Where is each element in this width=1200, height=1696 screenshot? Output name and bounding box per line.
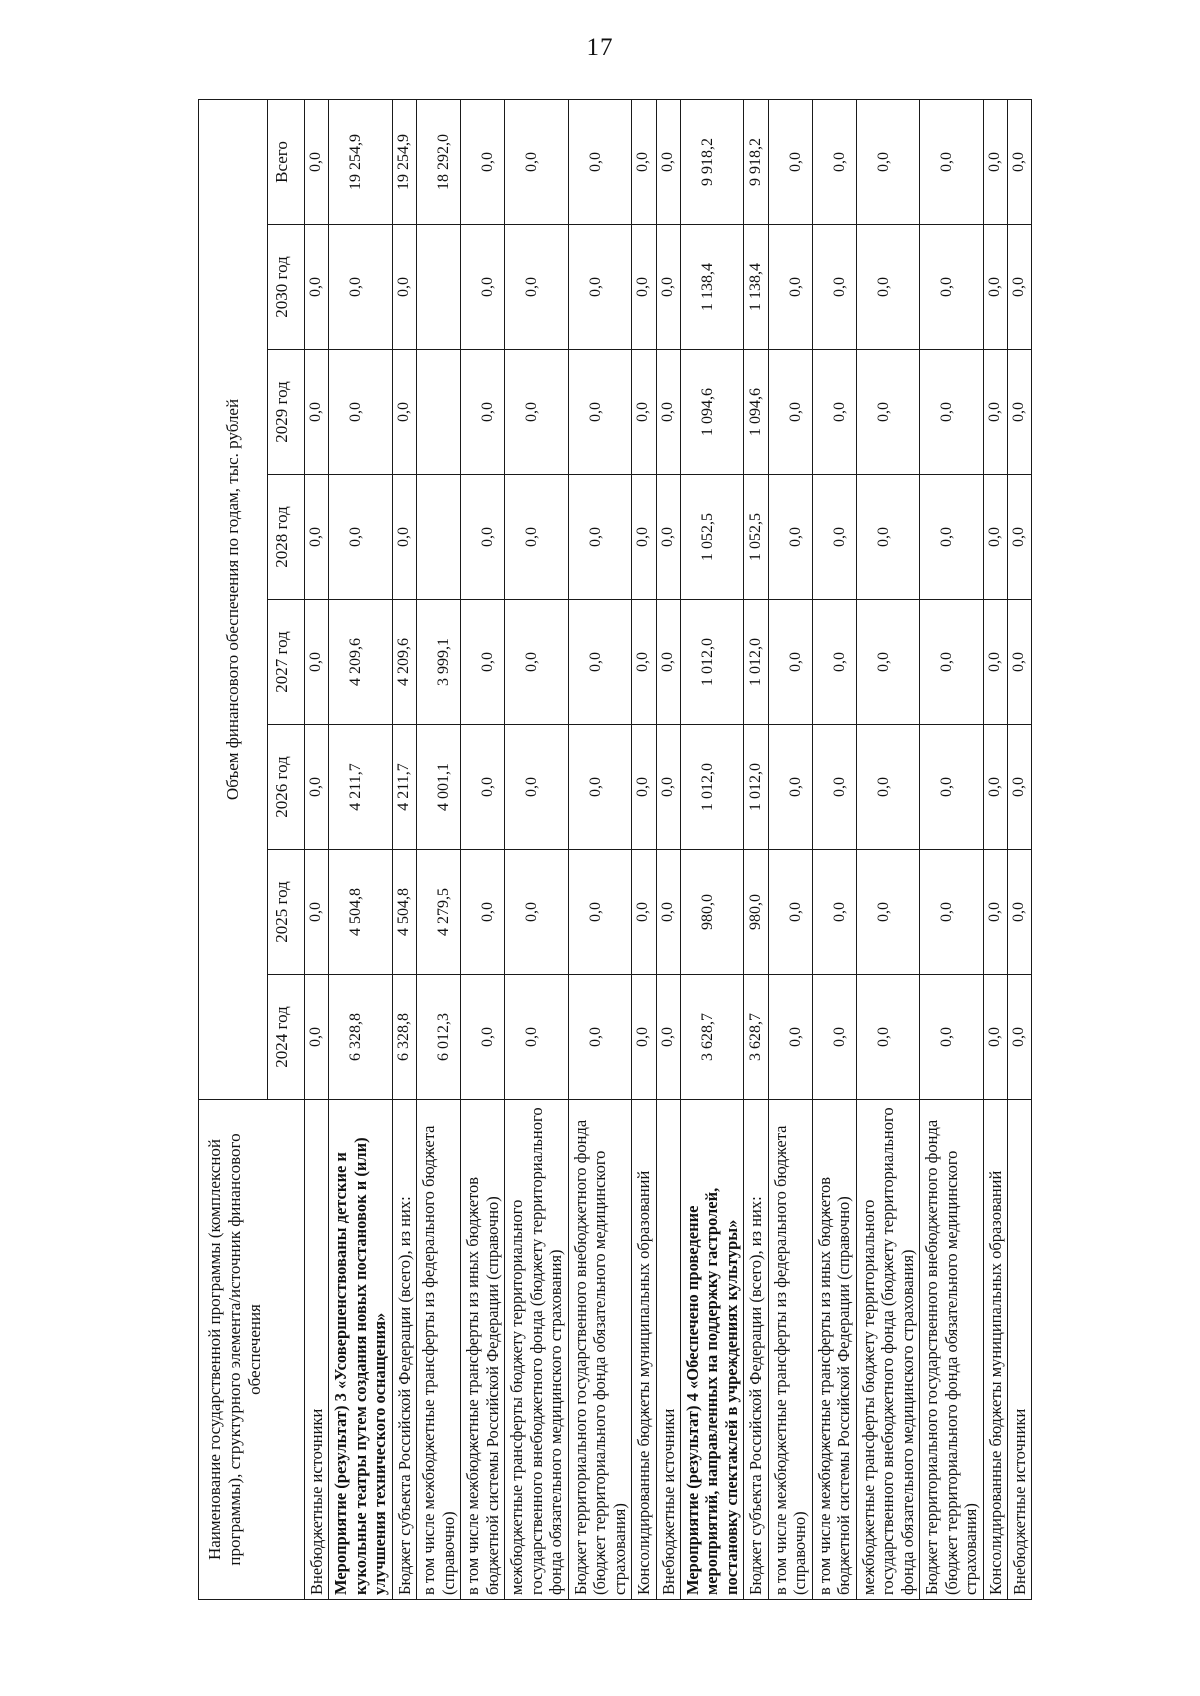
year-value-cell: 1 138,4 xyxy=(680,225,743,350)
total-value-cell: 9 918,2 xyxy=(680,99,743,224)
table-row xyxy=(329,99,392,1599)
year-value-cell: 4 209,6 xyxy=(392,600,416,725)
funding-source-cell: межбюджетные трансферты бюджету территориального государственного внебюджетного фонда (бюджету территориального фонда обязательного медицинского страхования) xyxy=(505,1100,568,1600)
total-value-cell: 19 254,9 xyxy=(329,99,392,224)
page-number: 17 xyxy=(586,34,614,61)
year-value-cell: 980,0 xyxy=(744,850,768,975)
year-value-cell: 4 209,6 xyxy=(329,600,392,725)
year-value-cell: 0,0 xyxy=(1008,975,1032,1100)
year-value-cell: 0,0 xyxy=(305,225,329,350)
table-row xyxy=(768,99,812,1599)
year-value-cell: 0,0 xyxy=(505,225,568,350)
header-year-2030: 2030 год xyxy=(268,225,305,350)
header-year-2024: 2024 год xyxy=(268,975,305,1100)
year-value-cell: 0,0 xyxy=(568,725,631,850)
table-body xyxy=(305,99,1032,1599)
year-value-cell: 0,0 xyxy=(812,850,856,975)
year-value-cell xyxy=(417,350,461,475)
year-value-cell: 0,0 xyxy=(656,225,680,350)
funding-source-cell: Бюджет субъекта Российской Федерации (всего), из них: xyxy=(744,1100,768,1600)
year-value-cell: 0,0 xyxy=(329,475,392,600)
total-value-cell: 0,0 xyxy=(656,99,680,224)
total-value-cell: 18 292,0 xyxy=(417,99,461,224)
year-value-cell: 0,0 xyxy=(920,975,983,1100)
year-value-cell: 0,0 xyxy=(568,850,631,975)
table-row xyxy=(568,99,631,1599)
year-value-cell: 0,0 xyxy=(812,350,856,475)
year-value-cell: 0,0 xyxy=(461,350,505,475)
year-value-cell: 0,0 xyxy=(983,725,1007,850)
table-row xyxy=(680,99,743,1599)
year-value-cell: 1 012,0 xyxy=(744,600,768,725)
funding-source-cell: Консолидированные бюджеты муниципальных образований xyxy=(632,1100,656,1600)
year-value-cell: 0,0 xyxy=(983,225,1007,350)
table-row xyxy=(983,99,1007,1599)
year-value-cell: 0,0 xyxy=(920,600,983,725)
year-value-cell: 4 211,7 xyxy=(329,725,392,850)
funding-source-cell: в том числе межбюджетные трансферты из федерального бюджета (справочно) xyxy=(768,1100,812,1600)
year-value-cell: 0,0 xyxy=(568,600,631,725)
funding-source-cell: Внебюджетные источники xyxy=(1008,1100,1032,1600)
year-value-cell: 0,0 xyxy=(632,350,656,475)
total-value-cell: 0,0 xyxy=(632,99,656,224)
year-value-cell: 0,0 xyxy=(505,600,568,725)
header-financing-volume: Объем финансового обеспечения по годам, тыс. рублей xyxy=(199,99,268,1099)
year-value-cell: 0,0 xyxy=(505,725,568,850)
activity-name-cell: Мероприятие (результат) 4 «Обеспечено проведение мероприятий, направленных на поддержку гастролей, постановку спектаклей в учреждениях культуры» xyxy=(680,1100,743,1600)
year-value-cell: 3 628,7 xyxy=(680,975,743,1100)
year-value-cell: 0,0 xyxy=(656,600,680,725)
year-value-cell: 980,0 xyxy=(680,850,743,975)
year-value-cell: 0,0 xyxy=(632,600,656,725)
funding-source-cell: в том числе межбюджетные трансферты из федерального бюджета (справочно) xyxy=(417,1100,461,1600)
table-header xyxy=(199,99,305,1599)
table-row xyxy=(392,99,416,1599)
year-value-cell: 6 328,8 xyxy=(392,975,416,1100)
year-value-cell: 0,0 xyxy=(983,600,1007,725)
year-value-cell: 0,0 xyxy=(568,225,631,350)
year-value-cell: 0,0 xyxy=(461,600,505,725)
year-value-cell: 0,0 xyxy=(856,600,919,725)
activity-name-cell: Мероприятие (результат) 3 «Усовершенствованы детские и кукольные театры путем создания новых постановок и (или) улучшения технического оснащения» xyxy=(329,1100,392,1600)
year-value-cell: 0,0 xyxy=(920,725,983,850)
header-year-2028: 2028 год xyxy=(268,475,305,600)
year-value-cell: 0,0 xyxy=(656,850,680,975)
year-value-cell: 0,0 xyxy=(920,225,983,350)
year-value-cell: 0,0 xyxy=(856,475,919,600)
header-year-2025: 2025 год xyxy=(268,850,305,975)
year-value-cell: 0,0 xyxy=(305,475,329,600)
year-value-cell: 0,0 xyxy=(920,850,983,975)
year-value-cell: 0,0 xyxy=(305,975,329,1100)
year-value-cell: 0,0 xyxy=(856,225,919,350)
year-value-cell: 1 012,0 xyxy=(680,725,743,850)
year-value-cell: 0,0 xyxy=(392,350,416,475)
total-value-cell: 19 254,9 xyxy=(392,99,416,224)
year-value-cell: 4 211,7 xyxy=(392,725,416,850)
year-value-cell: 0,0 xyxy=(329,225,392,350)
year-value-cell: 0,0 xyxy=(505,475,568,600)
year-value-cell xyxy=(417,225,461,350)
year-value-cell xyxy=(417,475,461,600)
table-row xyxy=(632,99,656,1599)
funding-source-cell: Бюджет территориального государственного внебюджетного фонда (бюджет территориального фонда обязательного медицинского страхования) xyxy=(568,1100,631,1600)
header-year-2029: 2029 год xyxy=(268,350,305,475)
table-row xyxy=(920,99,983,1599)
year-value-cell: 1 052,5 xyxy=(744,475,768,600)
year-value-cell: 0,0 xyxy=(656,350,680,475)
table-row xyxy=(305,99,329,1599)
total-value-cell: 0,0 xyxy=(856,99,919,224)
total-value-cell: 9 918,2 xyxy=(744,99,768,224)
year-value-cell: 3 628,7 xyxy=(744,975,768,1100)
year-value-cell: 0,0 xyxy=(768,850,812,975)
total-value-cell: 0,0 xyxy=(768,99,812,224)
total-value-cell: 0,0 xyxy=(461,99,505,224)
table-row xyxy=(744,99,768,1599)
table-row xyxy=(856,99,919,1599)
year-value-cell: 4 504,8 xyxy=(329,850,392,975)
funding-source-cell: Внебюджетные источники xyxy=(305,1100,329,1600)
year-value-cell: 0,0 xyxy=(461,225,505,350)
year-value-cell: 0,0 xyxy=(461,475,505,600)
year-value-cell: 0,0 xyxy=(768,725,812,850)
year-value-cell: 0,0 xyxy=(768,225,812,350)
funding-source-cell: в том числе межбюджетные трансферты из иных бюджетов бюджетной системы Российской Федерации (справочно) xyxy=(461,1100,505,1600)
year-value-cell: 0,0 xyxy=(1008,350,1032,475)
table-row xyxy=(1008,99,1032,1599)
year-value-cell: 0,0 xyxy=(329,350,392,475)
header-total: Всего xyxy=(268,99,305,224)
year-value-cell: 1 138,4 xyxy=(744,225,768,350)
table-row xyxy=(812,99,856,1599)
rotated-table-frame xyxy=(198,100,1200,1600)
year-value-cell: 0,0 xyxy=(768,975,812,1100)
funding-source-cell: Бюджет субъекта Российской Федерации (всего), из них: xyxy=(392,1100,416,1600)
year-value-cell: 0,0 xyxy=(632,475,656,600)
year-value-cell: 0,0 xyxy=(568,350,631,475)
year-value-cell: 1 012,0 xyxy=(744,725,768,850)
table-row xyxy=(656,99,680,1599)
year-value-cell: 0,0 xyxy=(305,725,329,850)
year-value-cell: 0,0 xyxy=(1008,600,1032,725)
year-value-cell: 0,0 xyxy=(656,725,680,850)
funding-source-cell: межбюджетные трансферты бюджету территориального государственного внебюджетного фонда (бюджету территориального фонда обязательного медицинского страхования) xyxy=(856,1100,919,1600)
year-value-cell: 0,0 xyxy=(983,350,1007,475)
year-value-cell: 0,0 xyxy=(505,350,568,475)
year-value-cell: 6 012,3 xyxy=(417,975,461,1100)
total-value-cell: 0,0 xyxy=(568,99,631,224)
year-value-cell: 0,0 xyxy=(632,725,656,850)
funding-source-cell: Внебюджетные источники xyxy=(656,1100,680,1600)
year-value-cell: 0,0 xyxy=(305,350,329,475)
year-value-cell: 0,0 xyxy=(812,475,856,600)
header-name-column: Наименование государственной программы (комплексной программы), структурного элемента/источник финансового обеспечения xyxy=(199,1100,305,1600)
year-value-cell: 0,0 xyxy=(461,850,505,975)
year-value-cell: 0,0 xyxy=(920,475,983,600)
year-value-cell: 0,0 xyxy=(856,850,919,975)
year-value-cell: 0,0 xyxy=(983,975,1007,1100)
year-value-cell: 0,0 xyxy=(1008,225,1032,350)
total-value-cell: 0,0 xyxy=(983,99,1007,224)
financing-table xyxy=(198,99,1032,1600)
year-value-cell: 0,0 xyxy=(392,475,416,600)
year-value-cell: 0,0 xyxy=(768,350,812,475)
year-value-cell: 0,0 xyxy=(632,850,656,975)
year-value-cell: 0,0 xyxy=(983,475,1007,600)
header-year-2027: 2027 год xyxy=(268,600,305,725)
year-value-cell: 0,0 xyxy=(812,225,856,350)
year-value-cell: 0,0 xyxy=(812,600,856,725)
year-value-cell: 0,0 xyxy=(305,600,329,725)
year-value-cell: 0,0 xyxy=(568,475,631,600)
year-value-cell: 4 504,8 xyxy=(392,850,416,975)
year-value-cell: 0,0 xyxy=(656,975,680,1100)
year-value-cell: 1 052,5 xyxy=(680,475,743,600)
year-value-cell: 0,0 xyxy=(856,975,919,1100)
year-value-cell: 0,0 xyxy=(768,475,812,600)
funding-source-cell: в том числе межбюджетные трансферты из иных бюджетов бюджетной системы Российской Федерации (справочно) xyxy=(812,1100,856,1600)
year-value-cell: 0,0 xyxy=(983,850,1007,975)
year-value-cell: 0,0 xyxy=(461,725,505,850)
year-value-cell: 0,0 xyxy=(392,225,416,350)
year-value-cell: 0,0 xyxy=(656,475,680,600)
year-value-cell: 3 999,1 xyxy=(417,600,461,725)
funding-source-cell: Консолидированные бюджеты муниципальных образований xyxy=(983,1100,1007,1600)
total-value-cell: 0,0 xyxy=(505,99,568,224)
year-value-cell: 0,0 xyxy=(505,975,568,1100)
year-value-cell: 0,0 xyxy=(1008,475,1032,600)
financing-table-container xyxy=(198,100,1200,1600)
year-value-cell: 0,0 xyxy=(505,850,568,975)
year-value-cell: 0,0 xyxy=(856,350,919,475)
total-value-cell: 0,0 xyxy=(1008,99,1032,224)
table-row xyxy=(417,99,461,1599)
year-value-cell: 0,0 xyxy=(305,850,329,975)
total-value-cell: 0,0 xyxy=(920,99,983,224)
year-value-cell: 0,0 xyxy=(812,725,856,850)
year-value-cell: 0,0 xyxy=(856,725,919,850)
year-value-cell: 0,0 xyxy=(1008,725,1032,850)
year-value-cell: 6 328,8 xyxy=(329,975,392,1100)
header-year-2026: 2026 год xyxy=(268,725,305,850)
year-value-cell: 0,0 xyxy=(768,600,812,725)
year-value-cell: 4 279,5 xyxy=(417,850,461,975)
year-value-cell: 0,0 xyxy=(461,975,505,1100)
funding-source-cell: Бюджет территориального государственного внебюджетного фонда (бюджет территориального фонда обязательного медицинского страхования) xyxy=(920,1100,983,1600)
total-value-cell: 0,0 xyxy=(305,99,329,224)
table-row xyxy=(461,99,505,1599)
year-value-cell: 4 001,1 xyxy=(417,725,461,850)
year-value-cell: 0,0 xyxy=(568,975,631,1100)
year-value-cell: 1 012,0 xyxy=(680,600,743,725)
year-value-cell: 0,0 xyxy=(1008,850,1032,975)
table-row xyxy=(505,99,568,1599)
year-value-cell: 0,0 xyxy=(632,975,656,1100)
total-value-cell: 0,0 xyxy=(812,99,856,224)
year-value-cell: 0,0 xyxy=(812,975,856,1100)
year-value-cell: 0,0 xyxy=(920,350,983,475)
year-value-cell: 0,0 xyxy=(632,225,656,350)
year-value-cell: 1 094,6 xyxy=(744,350,768,475)
year-value-cell: 1 094,6 xyxy=(680,350,743,475)
